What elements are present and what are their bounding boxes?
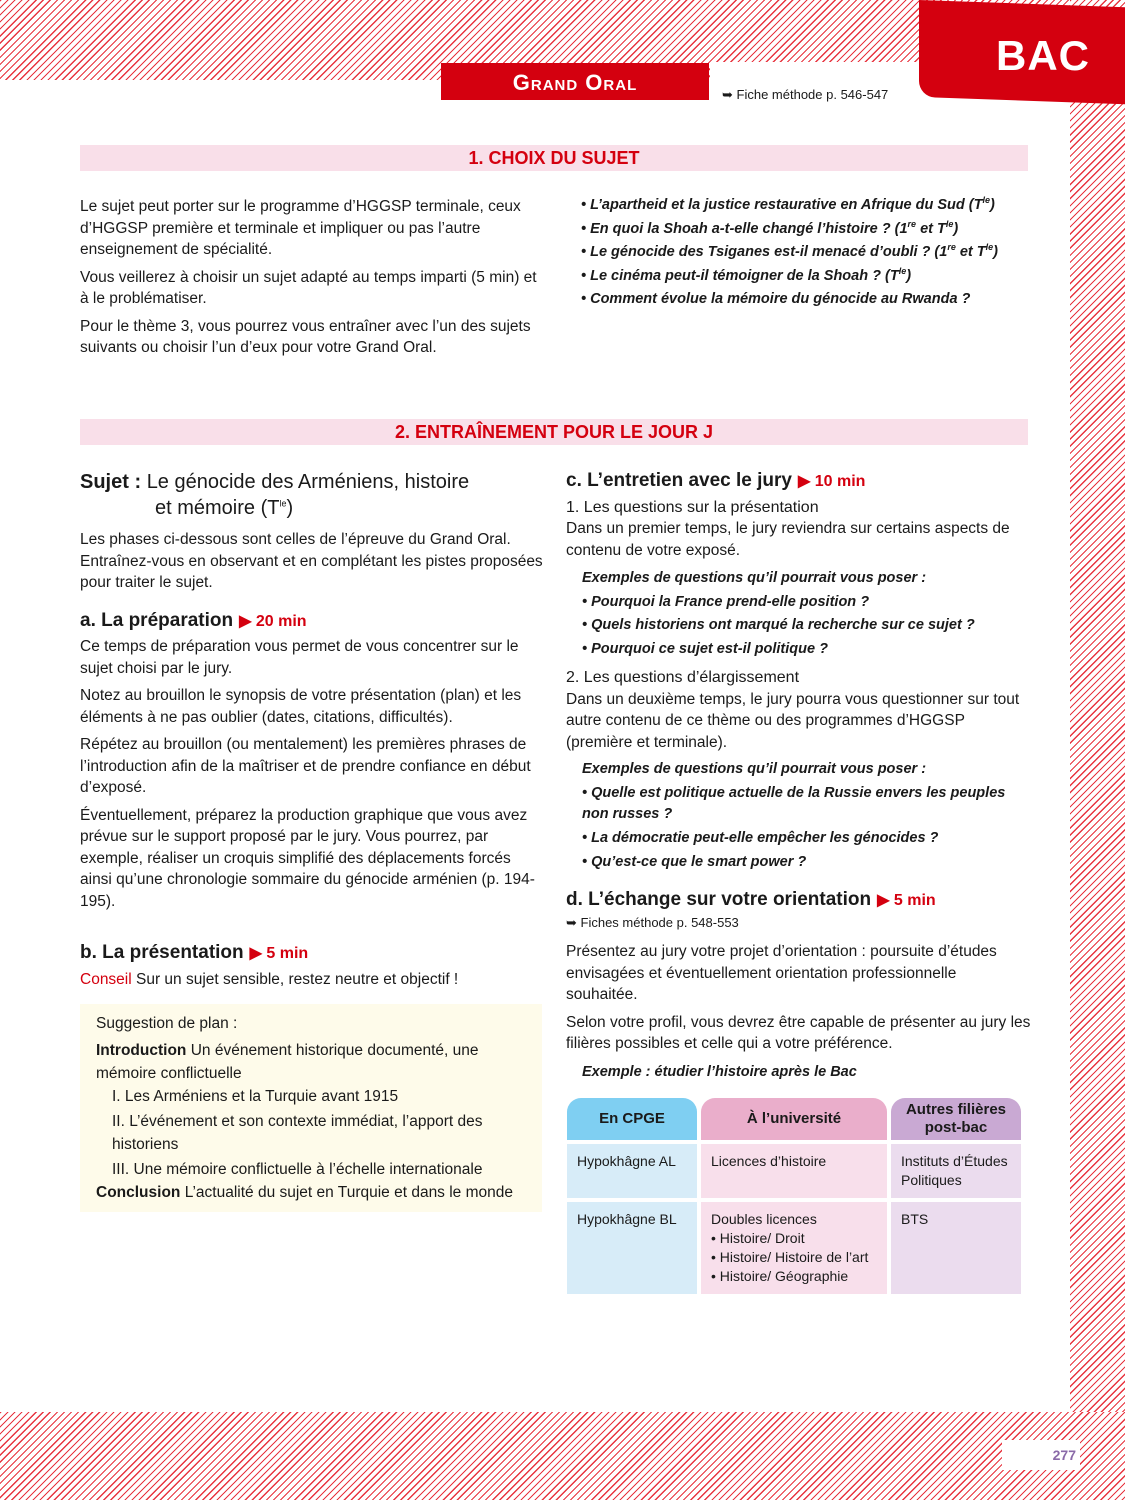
question-item: • La démocratie peut-elle empêcher les génocides ? bbox=[582, 830, 939, 846]
fiche-text: Fiche méthode p. 546-547 bbox=[736, 87, 889, 102]
subject-part: • Le cinéma peut-il témoigner de la Shoah ? (T bbox=[581, 267, 899, 284]
fiches-link[interactable] bbox=[566, 912, 1031, 934]
label: Conclusion bbox=[96, 1184, 181, 1201]
paragraph: Présentez au jury votre projet d’orientation : poursuite d’études envisagées et éventuellement orientation professionnelle souhaitée. bbox=[566, 943, 997, 1003]
subject-part: ) bbox=[993, 244, 999, 260]
sujet-end: ) bbox=[286, 497, 294, 519]
subject-part: ) bbox=[990, 197, 995, 213]
paragraph: Répétez au brouillon (ou mentalement) les premières phrases de l’introduction afin de la maîtriser et de prendre confiance en début d’exposé. bbox=[80, 736, 531, 796]
section-c-heading bbox=[566, 470, 1031, 493]
table-cell: Instituts d’Études Politiques bbox=[891, 1144, 1021, 1198]
subject-part: le bbox=[982, 195, 991, 206]
plan-part: III. Une mémoire conflictuelle à l’échelle internationale bbox=[112, 1161, 483, 1178]
conseil-text: Sur un sujet sensible, restez neutre et objectif ! bbox=[131, 970, 459, 988]
time-badge: ▶ 10 min bbox=[798, 473, 866, 490]
subject-part: • En quoi la Shoah a-t-elle changé l’histoire ? (1 bbox=[581, 220, 908, 237]
table-cell: Hypokhâgne BL bbox=[567, 1202, 697, 1294]
sup: le bbox=[279, 498, 287, 509]
table-cell: Licences d’histoire bbox=[701, 1144, 887, 1198]
subject-item bbox=[581, 218, 1051, 242]
header-autres: Autres filières post-bac bbox=[891, 1098, 1021, 1140]
subject-part: • Comment évolue la mémoire du génocide au Rwanda ? bbox=[581, 291, 971, 307]
paragraph: Notez au brouillon le synopsis de votre présentation (plan) et les éléments à ne pas oublier (dates, citations, difficultés). bbox=[80, 687, 522, 726]
subject-part: re bbox=[907, 218, 917, 229]
subject-part: • Le génocide des Tsiganes est-il menacé d’oubli ? (1 bbox=[581, 244, 948, 260]
heading: d. L’échange sur votre orientation bbox=[566, 889, 872, 910]
s1-intro bbox=[80, 196, 540, 365]
sujet-line-1: Le génocide des Arméniens, histoire bbox=[146, 471, 470, 493]
heading: a. La préparation bbox=[80, 609, 234, 631]
plan-part: I. Les Arméniens et la Turquie avant 1915 bbox=[112, 1088, 399, 1105]
exemple-label: Exemple : étudier l’histoire après le Bac bbox=[582, 1063, 857, 1080]
text: L’actualité du sujet en Turquie et dans le monde bbox=[180, 1184, 514, 1201]
question-item: • Pourquoi la France prend-elle position ? bbox=[582, 593, 870, 610]
header-universite: À l’université bbox=[701, 1098, 887, 1140]
plan-part: II. L’événement et son contexte immédiat, l’apport des historiens bbox=[112, 1113, 483, 1153]
time-badge: ▶ 5 min bbox=[877, 892, 936, 909]
paragraph: Le sujet peut porter sur le programme d’HGGSP terminale, ceux d’HGGSP première et terminale et impliquer ou pas l’autre enseignement de spécialité. bbox=[80, 198, 521, 258]
section-d-heading bbox=[566, 889, 1031, 912]
question-item: • Quels historiens ont marqué la recherche sur ce sujet ? bbox=[582, 617, 975, 633]
paragraph: Ce temps de préparation vous permet de vous concentrer sur le sujet choisi par le jury. bbox=[80, 638, 519, 677]
heading: b. La présentation bbox=[80, 942, 244, 963]
label: Introduction bbox=[96, 1042, 187, 1059]
page-number: 277 bbox=[1002, 1440, 1080, 1470]
section-2-title: 2. ENTRAÎNEMENT POUR LE JOUR J bbox=[80, 419, 1028, 445]
question-item: • Quelle est politique actuelle de la Russie envers les peuples non russes ? bbox=[582, 785, 1006, 822]
paragraph: Dans un deuxième temps, le jury pourra vous questionner sur tout autre contenu de ce thème ou des programmes d’HGGSP (première et terminale). bbox=[566, 690, 1020, 751]
cell-bullet: • Histoire/ Géographie bbox=[711, 1268, 849, 1284]
fiches-text: Fiches méthode p. 548-553 bbox=[580, 914, 739, 930]
subject-part: et T bbox=[955, 244, 986, 260]
subheading: 1. Les questions sur la présentation bbox=[566, 498, 819, 516]
plan-intro bbox=[96, 1039, 526, 1085]
hatch-right bbox=[1070, 0, 1125, 1500]
sujet-heading bbox=[80, 469, 545, 521]
subject-part: ) bbox=[953, 220, 959, 237]
subject-item bbox=[581, 194, 1051, 218]
subject-list bbox=[581, 194, 1051, 312]
subject-item bbox=[581, 265, 1051, 289]
right-column bbox=[566, 470, 1031, 1298]
subject-item bbox=[581, 288, 1051, 312]
left-column bbox=[80, 469, 545, 1212]
bac-label: BAC bbox=[996, 32, 1090, 79]
grand-oral-banner: Grand Oral bbox=[441, 63, 709, 100]
section-a-heading bbox=[80, 610, 545, 633]
plan-title: Suggestion de plan : bbox=[96, 1015, 238, 1032]
examples-label: Exemples de questions qu’il pourrait vous poser : bbox=[582, 570, 927, 586]
table-cell bbox=[701, 1202, 887, 1294]
subject-item bbox=[581, 241, 1051, 265]
time-badge: ▶ 20 min bbox=[239, 612, 307, 630]
paragraph: Pour le thème 3, vous pourrez vous entraîner avec l’un des sujets suivants ou choisir l’un d’eux pour votre Grand Oral. bbox=[80, 317, 531, 356]
sujet-line-2: et mémoire (T bbox=[155, 497, 280, 519]
intro-paragraph: Les phases ci-dessous sont celles de l’épreuve du Grand Oral. Entraînez-vous en observant et en complétant les pistes proposées pour traiter le sujet. bbox=[80, 531, 543, 591]
header-cpge: En CPGE bbox=[567, 1098, 697, 1140]
examples-label: Exemples de questions qu’il pourrait vous poser : bbox=[582, 761, 927, 777]
subject-part: le bbox=[985, 242, 994, 253]
heading: c. L’entretien avec le jury bbox=[566, 470, 792, 491]
q1-examples bbox=[566, 567, 1031, 661]
hatch-bottom bbox=[0, 1412, 1125, 1500]
plan-conclusion bbox=[96, 1181, 526, 1204]
arrow-icon: ➥ bbox=[566, 914, 581, 930]
subject-part: le bbox=[945, 218, 954, 229]
time-badge: ▶ 5 min bbox=[249, 945, 309, 962]
subject-part: • L’apartheid et la justice restaurative en Afrique du Sud (T bbox=[581, 197, 983, 213]
subheading: 2. Les questions d’élargissement bbox=[566, 669, 800, 686]
arrow-icon: ➥ bbox=[722, 87, 737, 102]
sujet-label: Sujet : bbox=[80, 471, 142, 493]
paragraph: Selon votre profil, vous devrez être capable de présenter au jury les filières possibles et celle qui a votre préférence. bbox=[566, 1013, 1031, 1052]
table-cell: Hypokhâgne AL bbox=[567, 1144, 697, 1198]
orientation-table bbox=[563, 1094, 1025, 1298]
table-cell: BTS bbox=[891, 1202, 1021, 1294]
subject-part: le bbox=[898, 265, 907, 276]
paragraph: Dans un premier temps, le jury reviendra sur certains aspects de contenu de votre exposé. bbox=[566, 520, 1010, 559]
question-item: • Pourquoi ce sujet est-il politique ? bbox=[582, 640, 828, 657]
conseil-label: Conseil bbox=[80, 970, 132, 988]
section-1-title: 1. CHOIX DU SUJET bbox=[80, 145, 1028, 171]
q2-examples bbox=[566, 759, 1031, 873]
paragraph: Éventuellement, préparez la production graphique que vous avez prévue sur le support proposé par le jury. Vous pourrez, par exemple, réaliser un croquis simplifié des déplacements forcés ainsi qu’une chronologie sommaire du génocide arménien (p. 194-195). bbox=[80, 806, 535, 910]
text: Un événement historique documenté, une mémoire conflictuelle bbox=[96, 1042, 479, 1082]
plan-box bbox=[80, 1004, 542, 1212]
fiche-methode-link[interactable] bbox=[722, 87, 888, 103]
paragraph: Vous veillerez à choisir un sujet adapté au temps imparti (5 min) et à le problématiser. bbox=[80, 268, 537, 307]
cell-text: Doubles licences bbox=[711, 1211, 817, 1227]
subject-part: et T bbox=[916, 220, 946, 237]
cell-bullet: • Histoire/ Droit bbox=[711, 1230, 805, 1246]
cell-bullet: • Histoire/ Histoire de l’art bbox=[711, 1249, 869, 1265]
subject-part: ) bbox=[906, 267, 912, 284]
question-item: • Qu’est-ce que le smart power ? bbox=[582, 854, 807, 870]
conseil bbox=[80, 969, 545, 991]
subject-part: re bbox=[947, 242, 956, 253]
section-b-heading bbox=[80, 942, 545, 965]
